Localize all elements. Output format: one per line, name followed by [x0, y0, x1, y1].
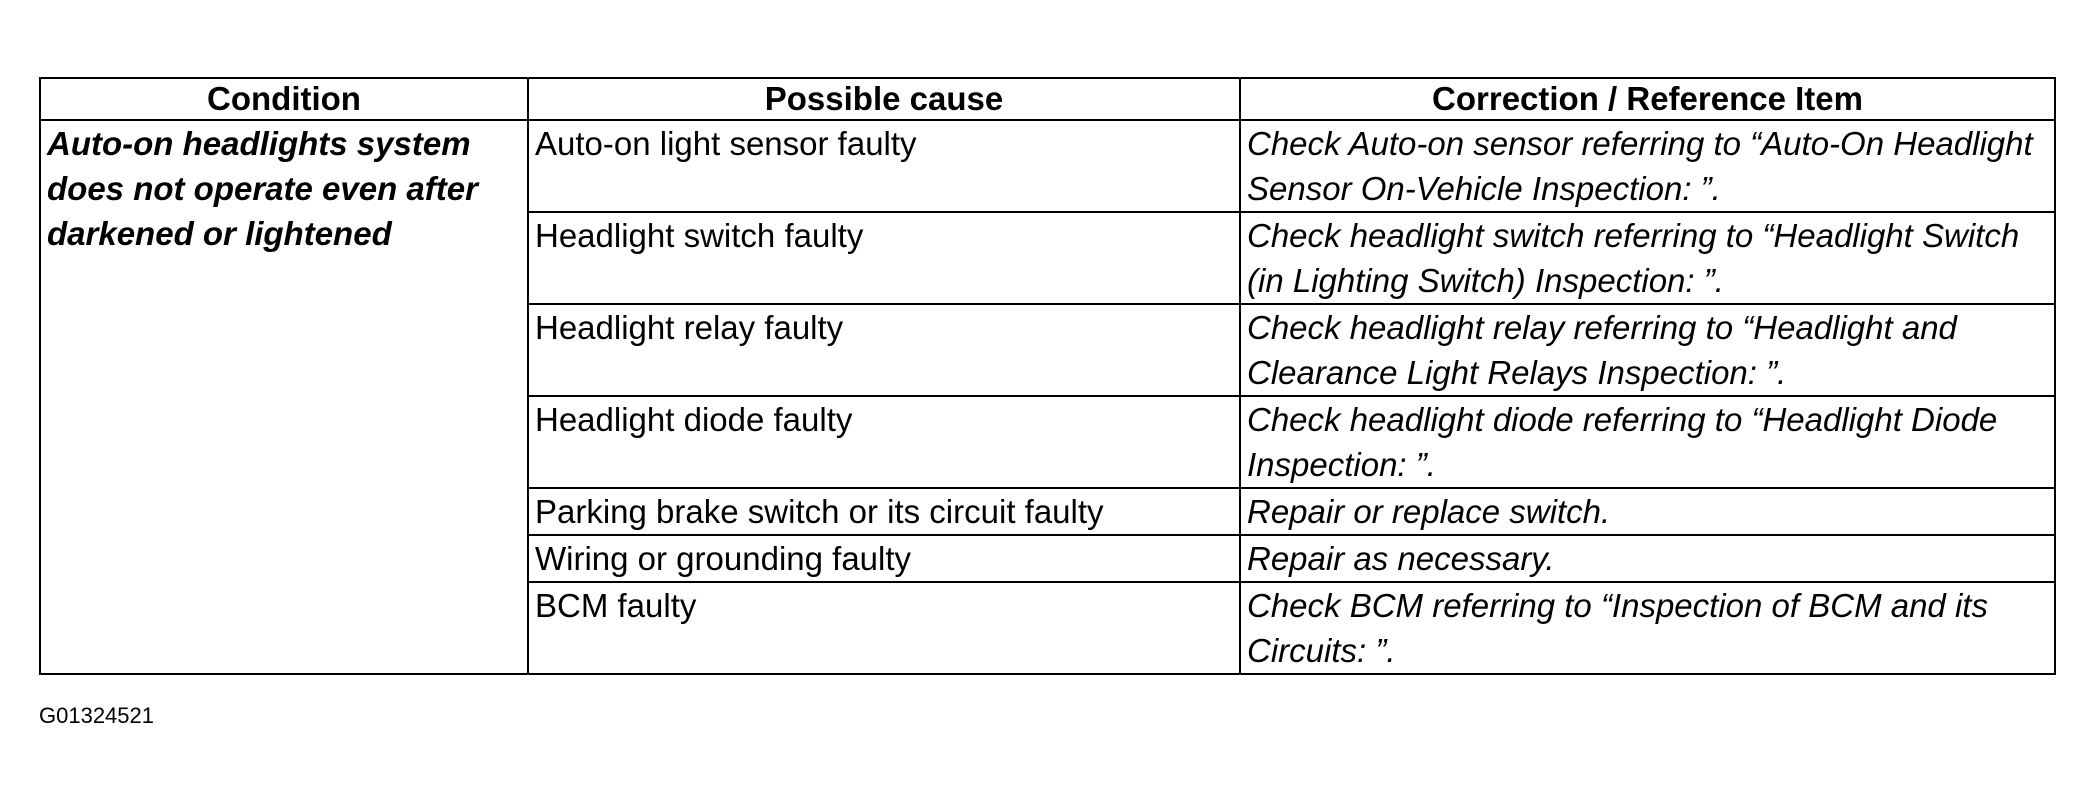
diagnosis-table — [39, 77, 2056, 675]
cause-cell: Parking brake switch or its circuit faulty — [528, 488, 1240, 535]
cause-cell: Headlight relay faulty — [528, 304, 1240, 396]
cause-cell: Auto-on light sensor faulty — [528, 120, 1240, 212]
cause-cell: Wiring or grounding faulty — [528, 535, 1240, 582]
correction-cell: Check BCM referring to “Inspection of BCM and its Circuits: ”. — [1240, 582, 2055, 674]
header-correction: Correction / Reference Item — [1240, 78, 2055, 120]
table-row — [40, 120, 2055, 212]
diagnosis-table-container — [39, 77, 2054, 675]
correction-cell: Check headlight diode referring to “Headlight Diode Inspection: ”. — [1240, 396, 2055, 488]
correction-cell: Repair or replace switch. — [1240, 488, 2055, 535]
figure-id: G01324521 — [39, 703, 154, 728]
cause-cell: Headlight diode faulty — [528, 396, 1240, 488]
correction-cell: Repair as necessary. — [1240, 535, 2055, 582]
header-condition: Condition — [40, 78, 528, 120]
cause-cell: BCM faulty — [528, 582, 1240, 674]
condition-cell: Auto-on headlights system does not operate even after darkened or lightened — [40, 120, 528, 674]
correction-cell: Check headlight relay referring to “Headlight and Clearance Light Relays Inspection: ”. — [1240, 304, 2055, 396]
correction-cell: Check Auto-on sensor referring to “Auto-On Headlight Sensor On-Vehicle Inspection: ”. — [1240, 120, 2055, 212]
header-row — [40, 78, 2055, 120]
correction-cell: Check headlight switch referring to “Headlight Switch (in Lighting Switch) Inspection: ”. — [1240, 212, 2055, 304]
cause-cell: Headlight switch faulty — [528, 212, 1240, 304]
header-possible-cause: Possible cause — [528, 78, 1240, 120]
